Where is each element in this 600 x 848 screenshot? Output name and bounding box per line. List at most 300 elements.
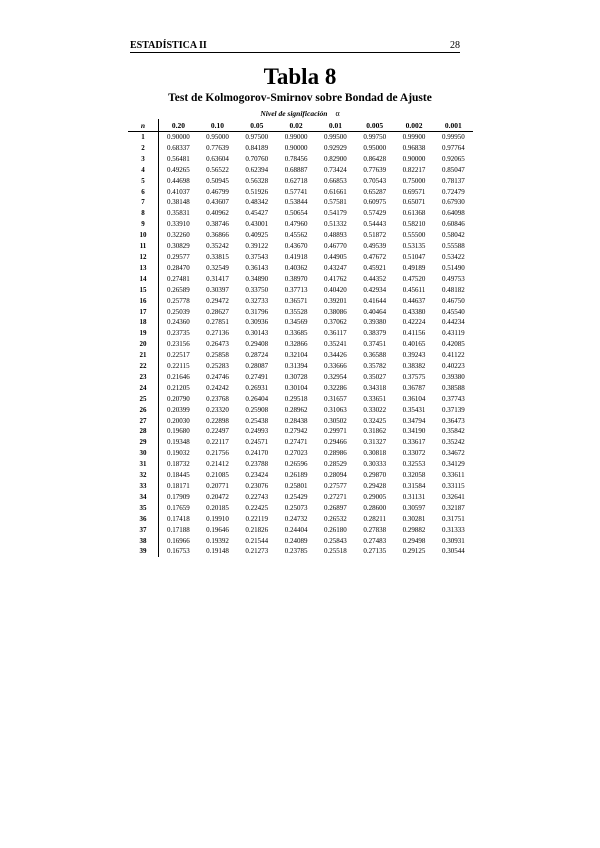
critical-value-cell: 0.25843 xyxy=(324,536,347,545)
table-row xyxy=(128,416,473,427)
row-n-cell: 34 xyxy=(128,492,159,503)
critical-value-cell: 0.58042 xyxy=(441,231,465,240)
critical-value-cell: 0.30597 xyxy=(402,503,426,512)
row-n-cell: 8 xyxy=(128,208,159,219)
critical-value-cell: 0.36588 xyxy=(363,351,387,360)
critical-value-cell: 0.26589 xyxy=(167,285,190,294)
critical-value-cell: 0.18445 xyxy=(167,471,190,480)
row-n-cell: 35 xyxy=(128,503,159,514)
critical-value-cell: 0.29518 xyxy=(284,394,308,403)
critical-value-cell: 0.90000 xyxy=(284,143,308,152)
critical-value-cell: 0.33611 xyxy=(442,471,465,480)
critical-value-cell: 0.47520 xyxy=(402,274,426,283)
critical-value-cell: 0.24089 xyxy=(284,536,308,545)
critical-value-cell: 0.17188 xyxy=(167,525,190,534)
critical-value-cell: 0.24170 xyxy=(245,449,269,458)
critical-value-cell: 0.27942 xyxy=(284,427,308,436)
critical-value-cell: 0.35431 xyxy=(402,405,426,414)
row-n-cell: 15 xyxy=(128,285,159,296)
critical-value-cell: 0.19032 xyxy=(167,449,190,458)
critical-value-cell: 0.19646 xyxy=(206,525,229,534)
critical-value-cell: 0.35242 xyxy=(206,242,229,251)
row-n-cell: 25 xyxy=(128,394,159,405)
critical-value-cell: 0.31394 xyxy=(284,362,308,371)
critical-value-cell: 0.34569 xyxy=(284,318,308,327)
critical-value-cell: 0.45921 xyxy=(363,263,387,272)
critical-value-cell: 0.51332 xyxy=(324,220,347,229)
row-n-cell: 37 xyxy=(128,525,159,536)
critical-value-cell: 0.22117 xyxy=(206,438,229,447)
table-row xyxy=(128,230,473,241)
page-number: 28 xyxy=(450,40,460,51)
row-n-cell: 5 xyxy=(128,176,159,187)
critical-value-cell: 0.30281 xyxy=(402,514,426,523)
critical-value-cell: 0.29005 xyxy=(363,492,387,501)
critical-value-cell: 0.18171 xyxy=(167,482,190,490)
critical-value-cell: 0.25518 xyxy=(324,547,347,556)
critical-value-cell: 0.57429 xyxy=(363,209,387,218)
critical-value-cell: 0.47960 xyxy=(284,220,308,229)
row-n-cell: 31 xyxy=(128,459,159,470)
critical-value-cell: 0.77639 xyxy=(206,143,229,152)
critical-value-cell: 0.21273 xyxy=(245,547,269,556)
critical-value-cell: 0.37713 xyxy=(284,285,308,294)
critical-value-cell: 0.66853 xyxy=(324,176,347,185)
critical-value-cell: 0.69571 xyxy=(402,187,426,196)
critical-value-cell: 0.40464 xyxy=(363,307,387,316)
critical-value-cell: 0.31063 xyxy=(324,405,347,414)
critical-value-cell: 0.32641 xyxy=(441,492,465,501)
critical-value-cell: 0.24242 xyxy=(206,383,229,392)
critical-value-cell: 0.30829 xyxy=(167,242,190,251)
critical-value-cell: 0.43607 xyxy=(206,198,229,207)
critical-value-cell: 0.21756 xyxy=(206,449,229,458)
table-row xyxy=(128,372,473,383)
critical-value-cell: 0.41644 xyxy=(363,296,387,305)
critical-value-cell: 0.29870 xyxy=(363,471,387,480)
table-row xyxy=(128,405,473,416)
critical-value-cell: 0.41762 xyxy=(324,274,347,283)
critical-value-cell: 0.92929 xyxy=(324,143,347,152)
row-n-cell: 11 xyxy=(128,241,159,252)
critical-value-cell: 0.30143 xyxy=(245,329,269,338)
critical-value-cell: 0.99000 xyxy=(284,133,308,141)
critical-value-cell: 0.99900 xyxy=(402,133,426,141)
critical-value-cell: 0.38379 xyxy=(363,329,387,338)
critical-value-cell: 0.27481 xyxy=(167,274,190,283)
critical-value-cell: 0.56328 xyxy=(245,176,269,185)
critical-value-cell: 0.77639 xyxy=(363,165,387,174)
critical-value-cell: 0.40362 xyxy=(284,263,308,272)
header-course-title: ESTADÍSTICA II xyxy=(130,40,207,51)
critical-value-cell: 0.44637 xyxy=(402,296,426,305)
table-row xyxy=(128,514,473,525)
critical-value-cell: 0.29428 xyxy=(363,482,387,490)
critical-value-cell: 0.65287 xyxy=(363,187,387,196)
critical-value-cell: 0.23076 xyxy=(245,482,269,490)
critical-value-cell: 0.47672 xyxy=(363,252,387,261)
table-row xyxy=(128,176,473,187)
critical-value-cell: 0.95000 xyxy=(363,143,387,152)
critical-value-cell: 0.32187 xyxy=(441,503,465,512)
critical-value-cell: 0.45611 xyxy=(402,285,426,294)
critical-value-cell: 0.58210 xyxy=(402,220,426,229)
significance-label xyxy=(0,109,600,118)
row-n-cell: 21 xyxy=(128,350,159,361)
critical-value-cell: 0.28627 xyxy=(206,307,229,316)
critical-value-cell: 0.22497 xyxy=(206,427,229,436)
critical-value-cell: 0.31131 xyxy=(402,492,426,501)
critical-value-cell: 0.32733 xyxy=(245,296,269,305)
significance-text: Nivel de significación xyxy=(260,109,328,118)
critical-value-cell: 0.17909 xyxy=(167,492,190,501)
critical-value-cell: 0.44234 xyxy=(441,318,465,327)
row-n-cell: 36 xyxy=(128,514,159,525)
critical-value-cell: 0.30397 xyxy=(206,285,229,294)
alpha-column-header: 0.002 xyxy=(394,119,433,132)
critical-value-cell: 0.39380 xyxy=(441,372,465,381)
page-header xyxy=(130,40,460,53)
row-n-cell: 1 xyxy=(128,132,159,143)
critical-value-cell: 0.37575 xyxy=(402,372,426,381)
row-n-cell: 6 xyxy=(128,187,159,198)
critical-value-cell: 0.75000 xyxy=(402,176,426,185)
alpha-column-header: 0.02 xyxy=(276,119,315,132)
critical-value-cell: 0.33666 xyxy=(324,362,347,371)
critical-value-cell: 0.33685 xyxy=(284,329,308,338)
critical-value-cell: 0.22115 xyxy=(167,362,190,371)
table-row xyxy=(128,459,473,470)
table-row xyxy=(128,219,473,230)
critical-value-cell: 0.23735 xyxy=(167,329,190,338)
table-row xyxy=(128,285,473,296)
critical-value-cell: 0.61368 xyxy=(402,209,426,218)
critical-value-cell: 0.41122 xyxy=(442,351,465,360)
critical-value-cell: 0.40223 xyxy=(441,362,465,371)
critical-value-cell: 0.33022 xyxy=(363,405,387,414)
critical-value-cell: 0.29472 xyxy=(206,296,229,305)
ks-critical-values-table xyxy=(128,119,473,557)
critical-value-cell: 0.23788 xyxy=(245,460,269,469)
critical-value-cell: 0.22743 xyxy=(245,492,269,501)
critical-value-cell: 0.16966 xyxy=(167,536,190,545)
critical-value-cell: 0.34129 xyxy=(441,460,465,469)
critical-value-cell: 0.20472 xyxy=(206,492,229,501)
table-row xyxy=(128,263,473,274)
critical-value-cell: 0.28470 xyxy=(167,263,190,272)
critical-value-cell: 0.30104 xyxy=(284,383,308,392)
critical-value-cell: 0.29882 xyxy=(402,525,426,534)
critical-value-cell: 0.20030 xyxy=(167,416,190,425)
table-row xyxy=(128,470,473,481)
critical-value-cell: 0.38382 xyxy=(402,362,426,371)
row-n-cell: 16 xyxy=(128,296,159,307)
table-subtitle: Test de Kolmogorov-Smirnov sobre Bondad de Ajuste xyxy=(168,92,432,104)
critical-value-cell: 0.25438 xyxy=(245,416,269,425)
critical-value-cell: 0.23424 xyxy=(245,471,269,480)
critical-value-cell: 0.23320 xyxy=(206,405,229,414)
critical-value-cell: 0.36866 xyxy=(206,231,229,240)
critical-value-cell: 0.90000 xyxy=(402,154,426,163)
critical-value-cell: 0.37543 xyxy=(245,252,269,261)
critical-value-cell: 0.26532 xyxy=(324,514,347,523)
critical-value-cell: 0.45562 xyxy=(284,231,308,240)
table-row xyxy=(128,492,473,503)
row-n-cell: 2 xyxy=(128,143,159,154)
critical-value-cell: 0.33617 xyxy=(402,438,426,447)
critical-value-cell: 0.23768 xyxy=(206,394,229,403)
critical-value-cell: 0.28094 xyxy=(324,471,347,480)
critical-value-cell: 0.61661 xyxy=(324,187,347,196)
critical-value-cell: 0.32260 xyxy=(167,231,190,240)
critical-value-cell: 0.99950 xyxy=(441,133,465,141)
table-row xyxy=(128,536,473,547)
critical-value-cell: 0.95000 xyxy=(206,133,229,141)
critical-value-cell: 0.44352 xyxy=(363,274,387,283)
critical-value-cell: 0.30818 xyxy=(363,449,387,458)
table-row xyxy=(128,383,473,394)
critical-value-cell: 0.36143 xyxy=(245,263,269,272)
table-body xyxy=(128,132,473,558)
alpha-column-header: 0.10 xyxy=(198,119,237,132)
critical-value-cell: 0.36787 xyxy=(402,383,426,392)
critical-value-cell: 0.31327 xyxy=(363,438,387,447)
critical-value-cell: 0.44698 xyxy=(167,176,190,185)
alpha-column-header: 0.01 xyxy=(316,119,355,132)
critical-value-cell: 0.30728 xyxy=(284,372,308,381)
table-row xyxy=(128,187,473,198)
critical-value-cell: 0.23156 xyxy=(167,340,190,349)
critical-value-cell: 0.27271 xyxy=(324,492,347,501)
row-n-cell: 28 xyxy=(128,426,159,437)
critical-value-cell: 0.24746 xyxy=(206,372,229,381)
critical-value-cell: 0.40165 xyxy=(402,340,426,349)
critical-value-cell: 0.51047 xyxy=(402,252,426,261)
critical-value-cell: 0.85047 xyxy=(441,165,465,174)
critical-value-cell: 0.40925 xyxy=(245,231,269,240)
critical-value-cell: 0.42085 xyxy=(441,340,465,349)
table-row xyxy=(128,307,473,318)
critical-value-cell: 0.28529 xyxy=(324,460,347,469)
critical-value-cell: 0.42934 xyxy=(363,285,387,294)
critical-value-cell: 0.26473 xyxy=(206,340,229,349)
critical-value-cell: 0.28438 xyxy=(284,416,308,425)
row-n-cell: 39 xyxy=(128,546,159,557)
critical-value-cell: 0.73424 xyxy=(324,165,347,174)
critical-value-cell: 0.31751 xyxy=(441,514,465,523)
table-header-row xyxy=(128,119,473,132)
critical-value-cell: 0.55588 xyxy=(441,242,465,251)
critical-value-cell: 0.54179 xyxy=(324,209,347,218)
critical-value-cell: 0.32286 xyxy=(324,383,347,392)
critical-value-cell: 0.92065 xyxy=(441,154,465,163)
critical-value-cell: 0.32553 xyxy=(402,460,426,469)
table-row xyxy=(128,197,473,208)
alpha-column-header: 0.005 xyxy=(355,119,394,132)
critical-value-cell: 0.57741 xyxy=(284,187,308,196)
table-row xyxy=(128,525,473,536)
critical-value-cell: 0.25801 xyxy=(284,482,308,490)
table-row xyxy=(128,154,473,165)
row-n-cell: 29 xyxy=(128,437,159,448)
critical-value-cell: 0.25429 xyxy=(284,492,308,501)
row-n-cell: 12 xyxy=(128,252,159,263)
critical-value-cell: 0.67930 xyxy=(441,198,465,207)
critical-value-cell: 0.62718 xyxy=(284,176,308,185)
critical-value-cell: 0.33651 xyxy=(363,394,387,403)
row-n-cell: 38 xyxy=(128,536,159,547)
critical-value-cell: 0.21544 xyxy=(245,536,269,545)
critical-value-cell: 0.41918 xyxy=(284,252,308,261)
critical-value-cell: 0.82217 xyxy=(402,165,426,174)
critical-value-cell: 0.21205 xyxy=(167,383,190,392)
critical-value-cell: 0.65071 xyxy=(402,198,426,207)
critical-value-cell: 0.37062 xyxy=(324,318,347,327)
critical-value-cell: 0.31862 xyxy=(363,427,387,436)
critical-value-cell: 0.70543 xyxy=(363,176,387,185)
critical-value-cell: 0.27577 xyxy=(324,482,347,490)
critical-value-cell: 0.22517 xyxy=(167,351,190,360)
critical-value-cell: 0.68887 xyxy=(284,165,308,174)
table-title: Tabla 8 xyxy=(263,64,337,89)
critical-value-cell: 0.37139 xyxy=(441,405,465,414)
critical-value-cell: 0.50945 xyxy=(206,176,229,185)
critical-value-cell: 0.33072 xyxy=(402,449,426,458)
critical-value-cell: 0.97500 xyxy=(245,133,269,141)
critical-value-cell: 0.37743 xyxy=(441,394,465,403)
critical-value-cell: 0.26596 xyxy=(284,460,308,469)
table-row xyxy=(128,165,473,176)
critical-value-cell: 0.31417 xyxy=(206,274,229,283)
critical-value-cell: 0.32058 xyxy=(402,471,426,480)
critical-value-cell: 0.84189 xyxy=(245,143,269,152)
table-row xyxy=(128,208,473,219)
critical-value-cell: 0.24404 xyxy=(284,525,308,534)
critical-value-cell: 0.48893 xyxy=(324,231,347,240)
critical-value-cell: 0.43380 xyxy=(402,307,426,316)
critical-value-cell: 0.96838 xyxy=(402,143,426,152)
critical-value-cell: 0.20771 xyxy=(206,482,229,490)
critical-value-cell: 0.34426 xyxy=(324,351,347,360)
critical-value-cell: 0.17418 xyxy=(167,514,190,523)
critical-value-cell: 0.43001 xyxy=(245,220,269,229)
critical-value-cell: 0.33910 xyxy=(167,220,190,229)
critical-value-cell: 0.51490 xyxy=(441,263,465,272)
critical-value-cell: 0.32104 xyxy=(284,351,308,360)
critical-value-cell: 0.21085 xyxy=(206,471,229,480)
table-row xyxy=(128,503,473,514)
critical-value-cell: 0.36104 xyxy=(402,394,426,403)
critical-value-cell: 0.25778 xyxy=(167,296,190,305)
table-row xyxy=(128,339,473,350)
critical-value-cell: 0.29125 xyxy=(402,547,426,556)
critical-value-cell: 0.30936 xyxy=(245,318,269,327)
critical-value-cell: 0.19392 xyxy=(206,536,229,545)
critical-value-cell: 0.20399 xyxy=(167,405,190,414)
row-n-cell: 17 xyxy=(128,307,159,318)
critical-value-cell: 0.24360 xyxy=(167,318,190,327)
critical-value-cell: 0.29498 xyxy=(402,536,426,545)
table-row xyxy=(128,448,473,459)
critical-value-cell: 0.32549 xyxy=(206,263,229,272)
critical-value-cell: 0.48342 xyxy=(245,198,269,207)
critical-value-cell: 0.31584 xyxy=(402,482,426,490)
critical-value-cell: 0.51872 xyxy=(363,231,387,240)
critical-value-cell: 0.28087 xyxy=(245,362,269,371)
critical-value-cell: 0.29408 xyxy=(245,340,269,349)
critical-value-cell: 0.36571 xyxy=(284,296,308,305)
critical-value-cell: 0.28724 xyxy=(245,351,269,360)
critical-value-cell: 0.40962 xyxy=(206,209,229,218)
critical-value-cell: 0.28962 xyxy=(284,405,308,414)
critical-value-cell: 0.70760 xyxy=(245,154,269,163)
critical-value-cell: 0.25858 xyxy=(206,351,229,360)
critical-value-cell: 0.35242 xyxy=(441,438,465,447)
critical-value-cell: 0.25283 xyxy=(206,362,229,371)
row-n-cell: 26 xyxy=(128,405,159,416)
critical-value-cell: 0.31333 xyxy=(441,525,465,534)
critical-value-cell: 0.25908 xyxy=(245,405,269,414)
critical-value-cell: 0.33815 xyxy=(206,252,229,261)
critical-value-cell: 0.46799 xyxy=(206,187,229,196)
table-row xyxy=(128,252,473,263)
critical-value-cell: 0.34190 xyxy=(402,427,426,436)
critical-value-cell: 0.32954 xyxy=(324,372,347,381)
critical-value-cell: 0.90000 xyxy=(167,133,190,141)
critical-value-cell: 0.46750 xyxy=(441,296,465,305)
critical-value-cell: 0.29971 xyxy=(324,427,347,436)
critical-value-cell: 0.34318 xyxy=(363,383,387,392)
row-n-cell: 22 xyxy=(128,361,159,372)
critical-value-cell: 0.37451 xyxy=(363,340,387,349)
critical-value-cell: 0.32866 xyxy=(284,340,308,349)
critical-value-cell: 0.24732 xyxy=(284,514,308,523)
critical-value-cell: 0.30502 xyxy=(324,416,347,425)
critical-value-cell: 0.31657 xyxy=(324,394,347,403)
critical-value-cell: 0.29466 xyxy=(324,438,347,447)
row-n-cell: 3 xyxy=(128,154,159,165)
table-row xyxy=(128,546,473,557)
critical-value-cell: 0.20185 xyxy=(206,503,229,512)
critical-value-cell: 0.53844 xyxy=(284,198,308,207)
critical-value-cell: 0.24993 xyxy=(245,427,269,436)
critical-value-cell: 0.25039 xyxy=(167,307,190,316)
critical-value-cell: 0.30931 xyxy=(441,536,465,545)
critical-value-cell: 0.28211 xyxy=(363,514,386,523)
critical-value-cell: 0.19348 xyxy=(167,438,190,447)
critical-value-cell: 0.72479 xyxy=(441,187,465,196)
table-row xyxy=(128,274,473,285)
critical-value-cell: 0.38588 xyxy=(441,383,465,392)
critical-value-cell: 0.38970 xyxy=(284,274,308,283)
critical-value-cell: 0.43119 xyxy=(442,329,465,338)
table-row xyxy=(128,361,473,372)
critical-value-cell: 0.27471 xyxy=(284,438,308,447)
table-row xyxy=(128,143,473,154)
table-row xyxy=(128,317,473,328)
row-n-cell: 20 xyxy=(128,339,159,350)
table-row xyxy=(128,437,473,448)
critical-value-cell: 0.38746 xyxy=(206,220,229,229)
critical-value-cell: 0.45540 xyxy=(441,307,465,316)
critical-value-cell: 0.27136 xyxy=(206,329,229,338)
critical-value-cell: 0.34794 xyxy=(402,416,426,425)
critical-value-cell: 0.23785 xyxy=(284,547,308,556)
critical-value-cell: 0.35241 xyxy=(324,340,347,349)
critical-value-cell: 0.53422 xyxy=(441,252,465,261)
table-row xyxy=(128,296,473,307)
table-row xyxy=(128,426,473,437)
